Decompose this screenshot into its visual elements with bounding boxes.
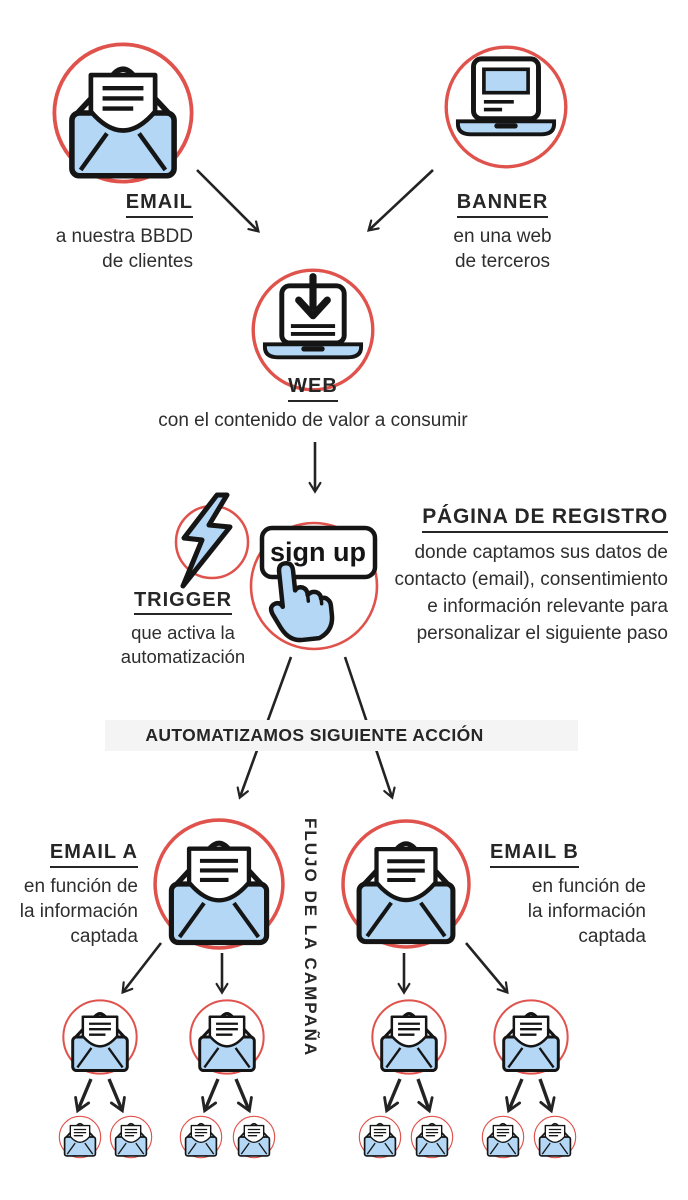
automation-band-label: AUTOMATIZAMOS SIGUIENTE ACCIÓN xyxy=(145,725,484,745)
email-title: EMAIL xyxy=(126,190,193,218)
registro-label xyxy=(380,503,668,647)
email-a-title: EMAIL A xyxy=(50,840,138,868)
arrow-email-to-web xyxy=(197,170,258,231)
banner-title: BANNER xyxy=(457,190,549,218)
trigger-label xyxy=(108,588,258,669)
email-a-label xyxy=(8,840,138,949)
web-line: con el contenido de valor a consumir xyxy=(158,410,468,431)
small-email-icon xyxy=(358,1115,402,1159)
registro-line: donde captamos sus datos de xyxy=(414,542,668,563)
arrow-m1-right xyxy=(109,1079,122,1110)
email-a-line: la información xyxy=(19,901,138,922)
banner-line: de terceros xyxy=(454,251,551,272)
email-label xyxy=(20,190,193,274)
web-title: WEB xyxy=(288,374,338,402)
email-b-label xyxy=(490,840,646,949)
email-a-icon xyxy=(151,816,287,952)
arrow-m4-right xyxy=(540,1079,551,1110)
medium-email-icon xyxy=(370,998,448,1076)
trigger-line: automatización xyxy=(120,646,246,667)
email-line: de clientes xyxy=(102,251,193,272)
small-email-icon xyxy=(109,1115,153,1159)
email-b-line: captada xyxy=(578,926,646,947)
web-label xyxy=(133,374,493,433)
email-line: a nuestra BBDD xyxy=(55,226,193,247)
email-icon xyxy=(50,40,196,186)
email-b-line: la información xyxy=(527,901,646,922)
registro-line: personalizar el siguiente paso xyxy=(416,623,668,644)
arrow-m3-left xyxy=(387,1079,400,1110)
medium-email-icon xyxy=(61,998,139,1076)
banner-icon xyxy=(441,42,571,172)
medium-email-icon xyxy=(492,998,570,1076)
email-b-line: en función de xyxy=(531,876,646,897)
automation-band xyxy=(105,720,578,751)
banner-line: en una web xyxy=(453,226,552,247)
flow-label: FLUJO DE LA CAMPAÑA xyxy=(301,818,320,1058)
banner-label xyxy=(420,190,585,274)
registro-title: PÁGINA DE REGISTRO xyxy=(422,503,668,533)
registro-line: e información relevante para xyxy=(427,596,668,617)
email-a-line: en función de xyxy=(23,876,138,897)
trigger-line: que activa la xyxy=(131,622,235,643)
small-email-icon xyxy=(179,1115,223,1159)
email-a-line: captada xyxy=(70,926,138,947)
arrow-m3-right xyxy=(418,1079,429,1110)
arrow-m2-left xyxy=(205,1079,218,1110)
arrow-m2-right xyxy=(236,1079,249,1110)
signup-button-label: sign up xyxy=(270,537,366,567)
small-email-icon xyxy=(481,1115,525,1159)
small-email-icon xyxy=(58,1115,102,1159)
arrow-m1-left xyxy=(78,1079,91,1110)
registro-line: contacto (email), consentimiento xyxy=(394,569,668,590)
medium-email-icon xyxy=(188,998,266,1076)
small-email-icon xyxy=(410,1115,454,1159)
email-b-title: EMAIL B xyxy=(490,840,579,868)
signup-group xyxy=(246,515,386,660)
small-email-icon xyxy=(232,1115,276,1159)
arrow-m4-left xyxy=(509,1079,522,1110)
email-b-icon xyxy=(339,817,473,951)
small-email-icon xyxy=(533,1115,577,1159)
trigger-title: TRIGGER xyxy=(134,588,232,615)
